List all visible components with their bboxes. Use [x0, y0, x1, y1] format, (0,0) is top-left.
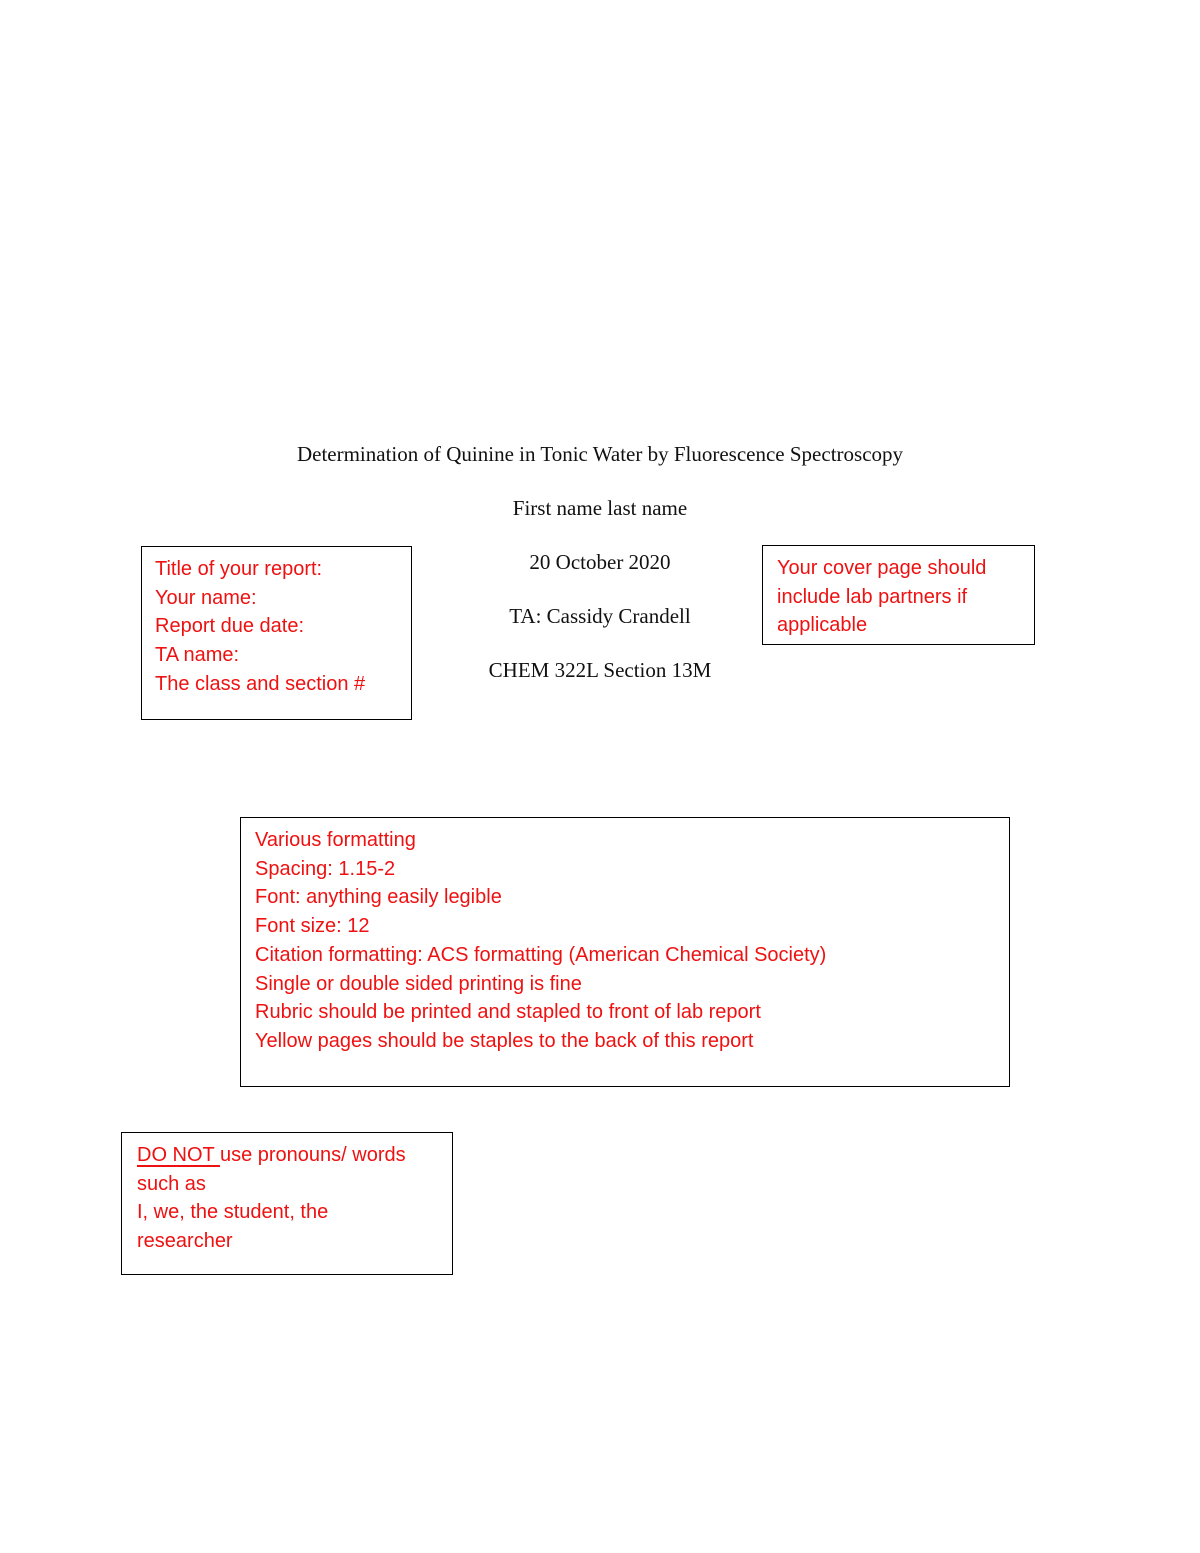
author-name: First name last name	[512, 496, 688, 520]
note-line: TA name:	[155, 644, 240, 667]
course-section: CHEM 322L Section 13M	[488, 658, 712, 682]
note-line: The class and section #	[155, 672, 366, 695]
note-line: Font: anything easily legible	[255, 886, 502, 909]
required-fields-note	[141, 546, 412, 720]
note-line: Single or double sided printing is fine	[255, 972, 582, 995]
report-date: 20 October 2020	[529, 550, 671, 574]
ta-name: TA: Cassidy Crandell	[509, 604, 691, 628]
note-line: applicable	[777, 614, 868, 637]
note-line: Yellow pages should be staples to the back of this report	[255, 1029, 754, 1052]
note-line: include lab partners if	[777, 585, 968, 608]
do-not-emphasis: DO NOT	[137, 1144, 220, 1166]
note-line: Your cover page should	[777, 557, 987, 579]
note-line: Various formatting	[255, 829, 416, 851]
note-line: Citation formatting: ACS formatting (American Chemical Society)	[255, 943, 827, 966]
formatting-note	[240, 817, 1010, 1087]
note-line: Your name:	[155, 586, 257, 609]
note-line: Report due date:	[155, 615, 304, 638]
note-line: Title of your report:	[155, 558, 323, 580]
note-line: Font size: 12	[255, 915, 370, 938]
report-title: Determination of Quinine in Tonic Water by Fluorescence Spectroscopy	[296, 442, 904, 466]
note-line: I, we, the student, the	[137, 1201, 329, 1224]
lab-partners-note	[762, 545, 1035, 645]
note-line-rest: use pronouns/ words	[219, 1144, 406, 1166]
note-line: Spacing: 1.15-2	[255, 857, 396, 880]
note-line	[137, 1141, 452, 1170]
note-line: researcher	[137, 1230, 233, 1253]
note-line: such as	[137, 1172, 206, 1195]
pronouns-note	[121, 1132, 453, 1275]
note-line: Rubric should be printed and stapled to front of lab report	[255, 1001, 761, 1024]
